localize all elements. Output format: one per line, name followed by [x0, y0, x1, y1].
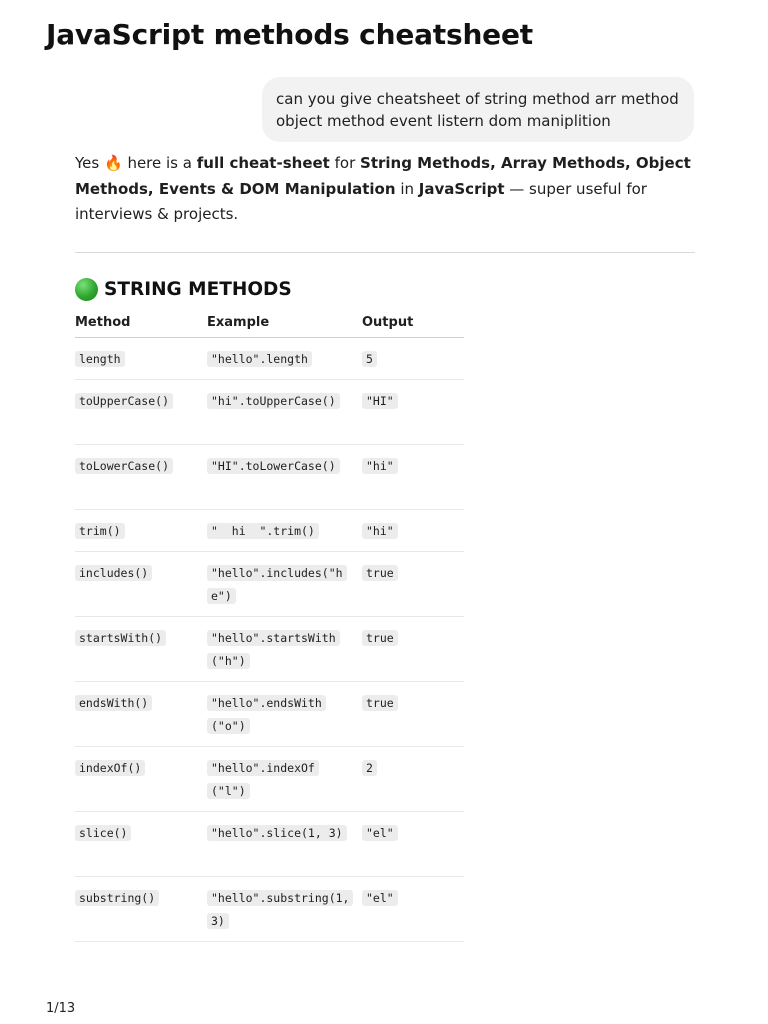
- method-cell: [75, 617, 207, 682]
- column-header-output: Output: [362, 307, 464, 338]
- section-heading: [75, 278, 292, 301]
- output-cell: [362, 445, 464, 510]
- table-row: [75, 682, 464, 747]
- output-code: true: [362, 630, 398, 646]
- output-cell: [362, 552, 464, 617]
- example-code: "hello".includes("he"): [207, 565, 347, 604]
- intro-bold-2: String Methods, Array Methods, Object Methods, Events & DOM Manipulation: [75, 154, 691, 198]
- method-cell: [75, 510, 207, 552]
- intro-text-3: in: [395, 179, 419, 198]
- intro-bold-1: full cheat-sheet: [196, 154, 330, 172]
- fire-icon: 🔥: [103, 154, 123, 172]
- assistant-intro: [75, 151, 697, 228]
- user-message-bubble: can you give cheatsheet of string method arr method object method event listern dom maniplition: [262, 77, 694, 142]
- document-title: JavaScript methods cheatsheet: [46, 18, 533, 51]
- output-code: true: [362, 695, 398, 711]
- intro-text-2: for: [329, 154, 361, 172]
- table-row: [75, 617, 464, 682]
- example-cell: [207, 747, 362, 812]
- example-cell: [207, 552, 362, 617]
- output-cell: [362, 747, 464, 812]
- section-heading-text: STRING METHODS: [104, 279, 292, 300]
- green-circle-icon: [75, 278, 98, 301]
- output-cell: [362, 338, 464, 380]
- method-cell: [75, 445, 207, 510]
- table-row: [75, 552, 464, 617]
- table-row: [75, 338, 464, 380]
- method-code: trim(): [75, 523, 125, 539]
- output-cell: [362, 380, 464, 445]
- example-cell: [207, 617, 362, 682]
- example-code: "hi".toUpperCase(): [207, 393, 340, 409]
- table-header-row: [75, 307, 464, 338]
- output-code: "el": [362, 890, 398, 906]
- example-cell: [207, 380, 362, 445]
- method-code: startsWith(): [75, 630, 166, 646]
- output-code: "el": [362, 825, 398, 841]
- output-code: "hi": [362, 523, 398, 539]
- column-header-method: Method: [75, 307, 207, 338]
- method-cell: [75, 877, 207, 942]
- method-code: slice(): [75, 825, 131, 841]
- output-code: 5: [362, 351, 377, 367]
- output-code: true: [362, 565, 398, 581]
- example-code: "hello".startsWith("h"): [207, 630, 340, 669]
- intro-bold-3: JavaScript: [418, 179, 505, 198]
- string-methods-table: [75, 307, 464, 942]
- method-code: substring(): [75, 890, 159, 906]
- table-row: [75, 510, 464, 552]
- column-header-example: Example: [207, 307, 362, 338]
- output-cell: [362, 510, 464, 552]
- example-cell: [207, 445, 362, 510]
- example-code: " hi ".trim(): [207, 523, 319, 539]
- example-code: "hello".substring(1, 3): [207, 890, 353, 929]
- method-code: endsWith(): [75, 695, 152, 711]
- method-code: indexOf(): [75, 760, 145, 776]
- output-cell: [362, 877, 464, 942]
- method-cell: [75, 338, 207, 380]
- method-cell: [75, 682, 207, 747]
- table-row: [75, 747, 464, 812]
- example-cell: [207, 812, 362, 877]
- method-code: includes(): [75, 565, 152, 581]
- output-cell: [362, 617, 464, 682]
- example-cell: [207, 682, 362, 747]
- method-cell: [75, 812, 207, 877]
- output-cell: [362, 812, 464, 877]
- table-row: [75, 877, 464, 942]
- method-code: toLowerCase(): [75, 458, 173, 474]
- example-cell: [207, 877, 362, 942]
- section-divider: [75, 252, 695, 253]
- example-code: "hello".slice(1, 3): [207, 825, 347, 841]
- intro-text-1: here is a: [122, 154, 197, 172]
- example-code: "hello".indexOf("l"): [207, 760, 319, 799]
- output-code: "hi": [362, 458, 398, 474]
- method-cell: [75, 380, 207, 445]
- example-code: "HI".toLowerCase(): [207, 458, 340, 474]
- example-cell: [207, 510, 362, 552]
- intro-text-4: — super useful for interviews & projects.: [75, 179, 647, 223]
- table-row: [75, 445, 464, 510]
- method-code: length: [75, 351, 125, 367]
- table-row: [75, 380, 464, 445]
- page-number: 1/13: [46, 1001, 76, 1016]
- example-code: "hello".endsWith("o"): [207, 695, 326, 734]
- table-row: [75, 812, 464, 877]
- method-code: toUpperCase(): [75, 393, 173, 409]
- example-cell: [207, 338, 362, 380]
- output-cell: [362, 682, 464, 747]
- output-code: 2: [362, 760, 377, 776]
- method-cell: [75, 552, 207, 617]
- intro-yes: Yes: [75, 154, 104, 172]
- example-code: "hello".length: [207, 351, 312, 367]
- output-code: "HI": [362, 393, 398, 409]
- method-cell: [75, 747, 207, 812]
